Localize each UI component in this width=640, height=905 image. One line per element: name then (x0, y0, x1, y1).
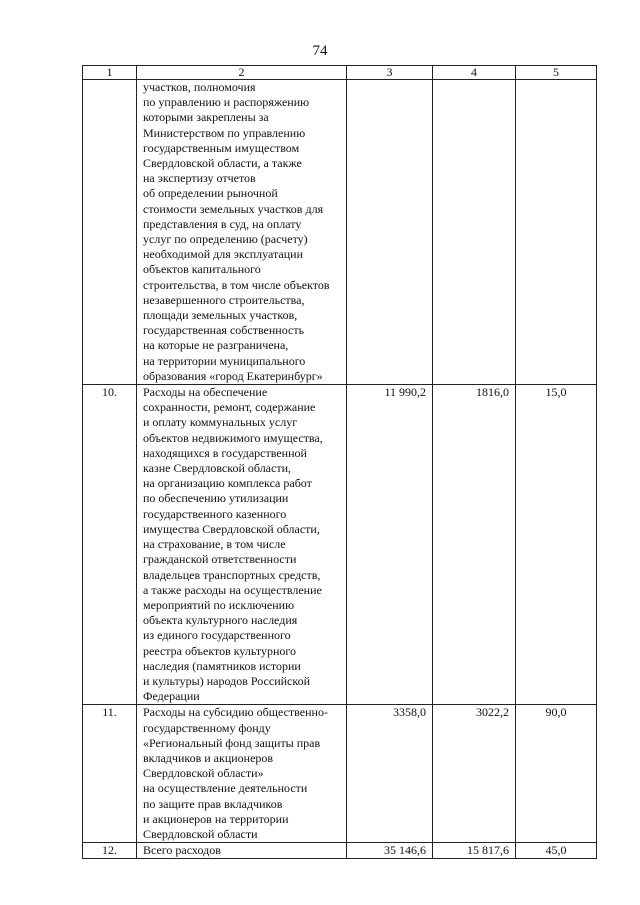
row-value-col3: 11 990,2 (347, 385, 433, 705)
row-description: участков, полномочия по управлению и распоряжению которыми закреплены за Министерством по управлению государственным имуществом Свердловской области, а также на экспертизу отчетов об определении рыночной стоимости земельных участков для представления в суд, на оплату услуг по определению (расчету) необходимой для эксплуатации объектов капитального строительства, в том числе объектов незавершенного строительства, площади земельных участков, государственная собственность на которые не разграничена, на территории муниципального образования «город Екатеринбург» (137, 80, 347, 385)
table-header-row (83, 66, 597, 80)
column-header: 5 (516, 66, 597, 80)
row-description: Расходы на субсидию общественно- государственному фонду «Региональный фонд защиты прав вкладчиков и акционеров Свердловской области» на осуществление деятельности по защите прав вкладчиков и акционеров на территории Свердловской области (137, 705, 347, 843)
row-value-col4 (433, 80, 516, 385)
row-value-col3: 35 146,6 (347, 843, 433, 859)
row-number: 10. (83, 385, 137, 705)
row-value-col5: 15,0 (516, 385, 597, 705)
table-row (83, 80, 597, 385)
column-header: 2 (137, 66, 347, 80)
row-description: Всего расходов (137, 843, 347, 859)
table-row-total (83, 843, 597, 859)
column-header: 3 (347, 66, 433, 80)
column-header: 1 (83, 66, 137, 80)
row-value-col5: 90,0 (516, 705, 597, 843)
row-value-col3 (347, 80, 433, 385)
row-value-col5 (516, 80, 597, 385)
row-value-col3: 3358,0 (347, 705, 433, 843)
row-value-col4: 3022,2 (433, 705, 516, 843)
budget-table (82, 65, 597, 859)
row-number (83, 80, 137, 385)
row-value-col4: 1816,0 (433, 385, 516, 705)
row-number: 12. (83, 843, 137, 859)
table-row (83, 385, 597, 705)
table-row (83, 705, 597, 843)
column-header: 4 (433, 66, 516, 80)
row-number: 11. (83, 705, 137, 843)
row-value-col4: 15 817,6 (433, 843, 516, 859)
row-description: Расходы на обеспечение сохранности, ремонт, содержание и оплату коммунальных услуг объектов недвижимого имущества, находящихся в государственной казне Свердловской области, на организацию комплекса работ по обеспечению утилизации государственного казенного имущества Свердловской области, на страхование, в том числе гражданской ответственности владельцев транспортных средств, а также расходы на осуществление мероприятий по исключению объекта культурного наследия из единого государственного реестра объектов культурного наследия (памятников истории и культуры) народов Российской Федерации (137, 385, 347, 705)
page-number: 74 (312, 43, 328, 59)
row-value-col5: 45,0 (516, 843, 597, 859)
